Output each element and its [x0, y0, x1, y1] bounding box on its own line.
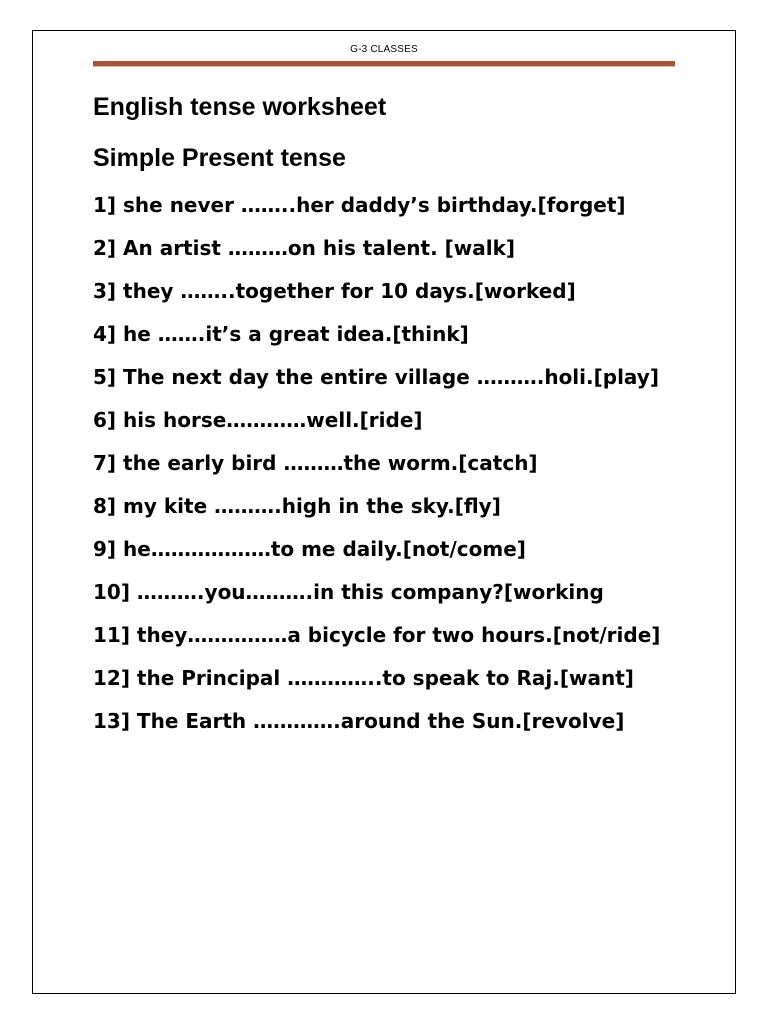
- page-header: G-3 CLASSES: [350, 44, 418, 55]
- question-item: 12] the Principal …………..to speak to Raj.[want]: [93, 666, 634, 690]
- header-rule: [93, 61, 675, 67]
- question-item: 11] they……………a bicycle for two hours.[not/ride]: [93, 623, 661, 647]
- question-item: 6] his horse…………well.[ride]: [93, 408, 423, 432]
- question-item: 13] The Earth ………….around the Sun.[revolve]: [93, 709, 625, 733]
- question-item: 4] he …….it’s a great idea.[think]: [93, 322, 469, 346]
- question-item: 5] The next day the entire village ……….holi.[play]: [93, 365, 659, 389]
- question-item: 10] ……….you……….in this company?[working: [93, 580, 604, 604]
- question-list: [93, 189, 675, 748]
- question-item: 9] he………………to me daily.[not/come]: [93, 537, 526, 561]
- worksheet-subtitle: Simple Present tense: [93, 144, 346, 172]
- question-item: 1] she never ……..her daddy’s birthday.[forget]: [93, 193, 626, 217]
- question-item: 7] the early bird ………the worm.[catch]: [93, 451, 538, 475]
- question-item: 2] An artist ………on his talent. [walk]: [93, 236, 516, 260]
- question-item: 3] they ……..together for 10 days.[worked]: [93, 279, 576, 303]
- worksheet-title: English tense worksheet: [93, 93, 387, 121]
- question-item: 8] my kite ……….high in the sky.[fly]: [93, 494, 501, 518]
